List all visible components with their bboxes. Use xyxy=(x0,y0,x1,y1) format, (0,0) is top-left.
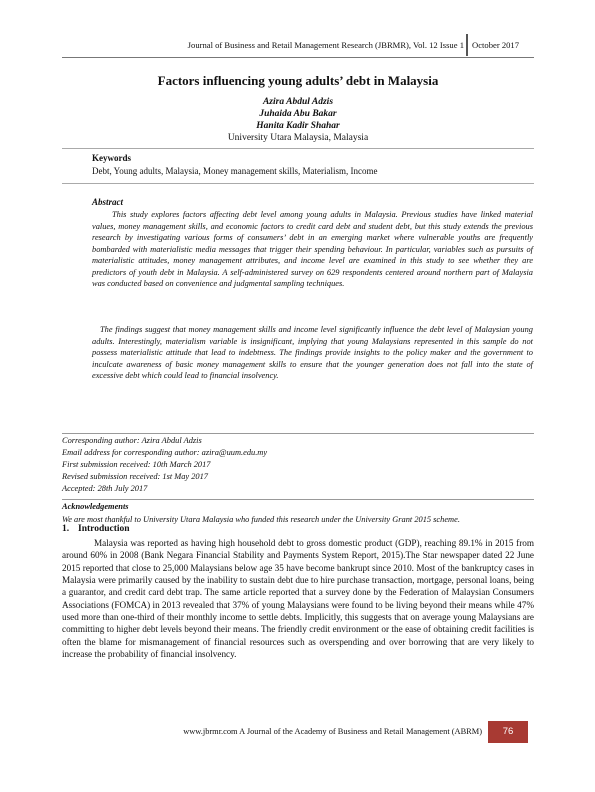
acknowledgements-heading: Acknowledgements xyxy=(62,502,129,511)
author-3: Hanita Kadir Shahar xyxy=(256,121,340,131)
running-header-date: October 2017 xyxy=(472,40,520,50)
footer-journal: www.jbrmr.com A Journal of the Academy of Business and Retail Management (ABRM) xyxy=(183,727,482,736)
section-heading xyxy=(62,524,130,534)
header-separator xyxy=(466,34,468,56)
running-header-journal: Journal of Business and Retail Management Research (JBRMR), Vol. 12 Issue 1 xyxy=(187,40,464,50)
page-number: 76 xyxy=(488,721,528,743)
acknowledgements-text: We are most thankful to University Utara Malaysia who funded this research under the University Grant 2015 scheme. xyxy=(62,515,460,524)
acknowledgements-rule xyxy=(62,499,534,500)
header-rule xyxy=(62,57,534,58)
author-1: Azira Abdul Adzis xyxy=(262,97,334,107)
keywords-text: Debt, Young adults, Malaysia, Money management skills, Materialism, Income xyxy=(92,166,378,176)
section-number: 1. xyxy=(62,524,70,534)
abstract-paragraph-1: This study explores factors affecting debt level among young adults in Malaysia. Previous studies have linked material values, money management skills, and economic factors to credit card debt and student debt, but this study extends the previous research by investigating various forms of consumers’ debt in an emerging market where vulnerable youths are frequently bombarded with materialistic media messages that trigger their spending behaviour. In particular, variables such as pursuits of materialistic attitudes, money management attributes, and income level are examined in this study to see whether they are predictors of youth debt in Malaysia. A self-administered survey on 629 respondents centered around northern part of Malaysia was conducted based on convenience and judgmental sampling techniques. xyxy=(92,210,533,289)
author-2: Juhaida Abu Bakar xyxy=(259,109,337,119)
section-title: Introduction xyxy=(78,524,130,534)
accepted-date: Accepted: 28th July 2017 xyxy=(62,484,148,493)
corresponding-email: Email address for corresponding author: azira@uum.edu.my xyxy=(62,448,268,457)
first-submission: First submission received: 10th March 2017 xyxy=(62,460,211,469)
corresponding-author: Corresponding author: Azira Abdul Adzis xyxy=(62,436,202,445)
affiliation: University Utara Malaysia, Malaysia xyxy=(227,133,369,143)
paper-title: Factors influencing young adults’ debt in Malaysia xyxy=(157,73,439,88)
abstract-rule xyxy=(62,433,534,434)
introduction-paragraph: Malaysia was reported as having high household debt to gross domestic product (GDP), reaching 89.1% in 2015 from around 60% in 2008 (Bank Negara Financial Stability and Payments System Report, 2015).The Star newspaper dated 22 June 2015 reported that close to 25,000 Malaysians below age 35 have become bankrupt since 2010. Most of the bankruptcy cases in Malaysia were primarily caused by the inability to sustain debt due to hire purchase transaction, mortgage, personal loans, being a guarantor, and credit card debt trap. The same article reported that a survey done by the Federation of Malaysian Consumers Associations (FOMCA) in 2013 revealed that 37% of young Malaysians were found to be living beyond their means while 47% used more than one-third of their monthly income to settle debts. Implicitly, this suggests that on average young Malaysians are committing to higher debt levels beyond their means. The friendly credit environment or the ease of obtaining credit facilities is often the blame for mismanagement of financial resources such as overspending and over borrowing that are very likely to increase the probability of financial insolvency. xyxy=(62,538,534,660)
abstract-paragraph-2: The findings suggest that money management skills and income level significantly influence the debt level of Malaysian young adults. Interestingly, materialism variable is insignificant, implying that young Malaysians represented in this sample do not possess materialistic attitude that lead to indebtness. The findings provide insights to the policy maker and the government to inculcate awareness of basic money management skills to ensure that the younger generation does not fall into the state of excessive debt which could lead to financial insolvency. xyxy=(92,325,533,381)
abstract-heading: Abstract xyxy=(92,197,124,207)
revised-submission: Revised submission received: 1st May 2017 xyxy=(62,472,208,481)
keywords-heading: Keywords xyxy=(92,153,131,163)
